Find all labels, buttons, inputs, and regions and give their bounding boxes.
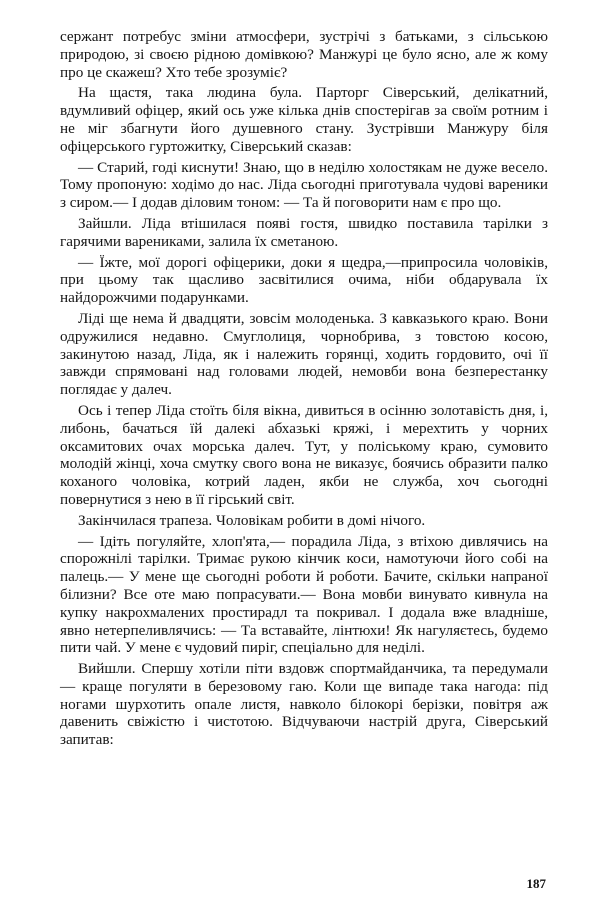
paragraph: Закінчилася трапеза. Чоловікам робити в домі нічого. (78, 511, 426, 529)
body-text (60, 28, 548, 749)
page-number: 187 (526, 876, 546, 891)
paragraph: Вийшли. Спершу хотіли піти вздовж спортмайданчика, та передумали — краще погуляти в березовому гаю. Коли ще випаде така нагода: під ногами шурхотить опале листя, навколо білокорі берізки, повітря аж давенить свіжістю і чистотою. Відчуваючи настрій друга, Сіверський запитав: (60, 660, 548, 749)
paragraph: — Ідіть погуляйте, хлоп'ята,— порадила Ліда, з втіхою дивлячись на спорожнілі тарілки. Тримає рукою кінчик коси, намотуючи його собі на палець.— У мене ще сьогодні роботи й роботи. Бачите, скільки напраної білизни? Все оте маю попрасувати.— Вона мовби винувато кивнула на купку накрохмалених простирадл та покривал. І додала вже владніше, явно нетерпеливлячись: — Та вставайте, лінтюхи! Як нагуляєтесь, будемо пити чай. У мене є чудовий пиріг, спеціально для неділі. (60, 532, 548, 657)
paragraph: На щастя, така людина була. Парторг Сіверський, делікатний, вдумливий офіцер, який ось уже кілька днів спостерігав за своїм ротним і не міг збагнути його душевного стану. Зустрівши Манжуру біля офіцерського гуртожитку, Сіверський сказав: (60, 84, 548, 155)
paragraph: сержант потребус зміни атмосфери, зустрічі з батьками, з сільською природою, зі своєю рідною домівкою? Манжурі це було ясно, але ж кому про це скажеш? Хто тебе зрозуміє? (60, 28, 548, 81)
paragraph: Ліді ще нема й двадцяти, зовсім молоденька. З кавказького краю. Вони одружилися недавно. Смуглолиця, чорнобрива, з товстою косою, закинутою назад, Ліда, як і належить горянці, ходить гордовито, очі її завжди спрямовані над головами людей, немовби вона безперестанку поглядає у далеч. (60, 309, 548, 399)
paragraph: — Їжте, мої дорогі офіцерики, доки я щедра,—припросила чоловіків, при цьому так щасливо засвітилися очима, ніби обдарувала їх найдорожчими подарунками. (60, 253, 548, 307)
paragraph: Зайшли. Ліда втішилася появі гостя, швидко поставила тарілки з гарячими варениками, залила їх сметаною. (60, 214, 548, 250)
paragraph: — Старий, годі киснути! Знаю, що в неділю холостякам не дуже весело. Тому пропоную: ходімо до нас. Ліда сьогодні приготувала чудові вареники з сиром.— І додав діловим тоном: — Та й поговорити нам є про що. (60, 158, 548, 212)
paragraph: Ось і тепер Ліда стоїть біля вікна, дивиться в осінню золотавість дня, і, либонь, бачаться їй далекі абхазькі кряжі, і мерехтить у чорних оксамитових очах морська далеч. Тут, у поліському краю, сумовито молодій жінці, хоча смутку свого вона не виказує, боячись образити палко коханого чоловіка, котрий ладен, якби не служба, хоч сьогодні повернутися з нею в її гірський світ. (60, 401, 548, 508)
